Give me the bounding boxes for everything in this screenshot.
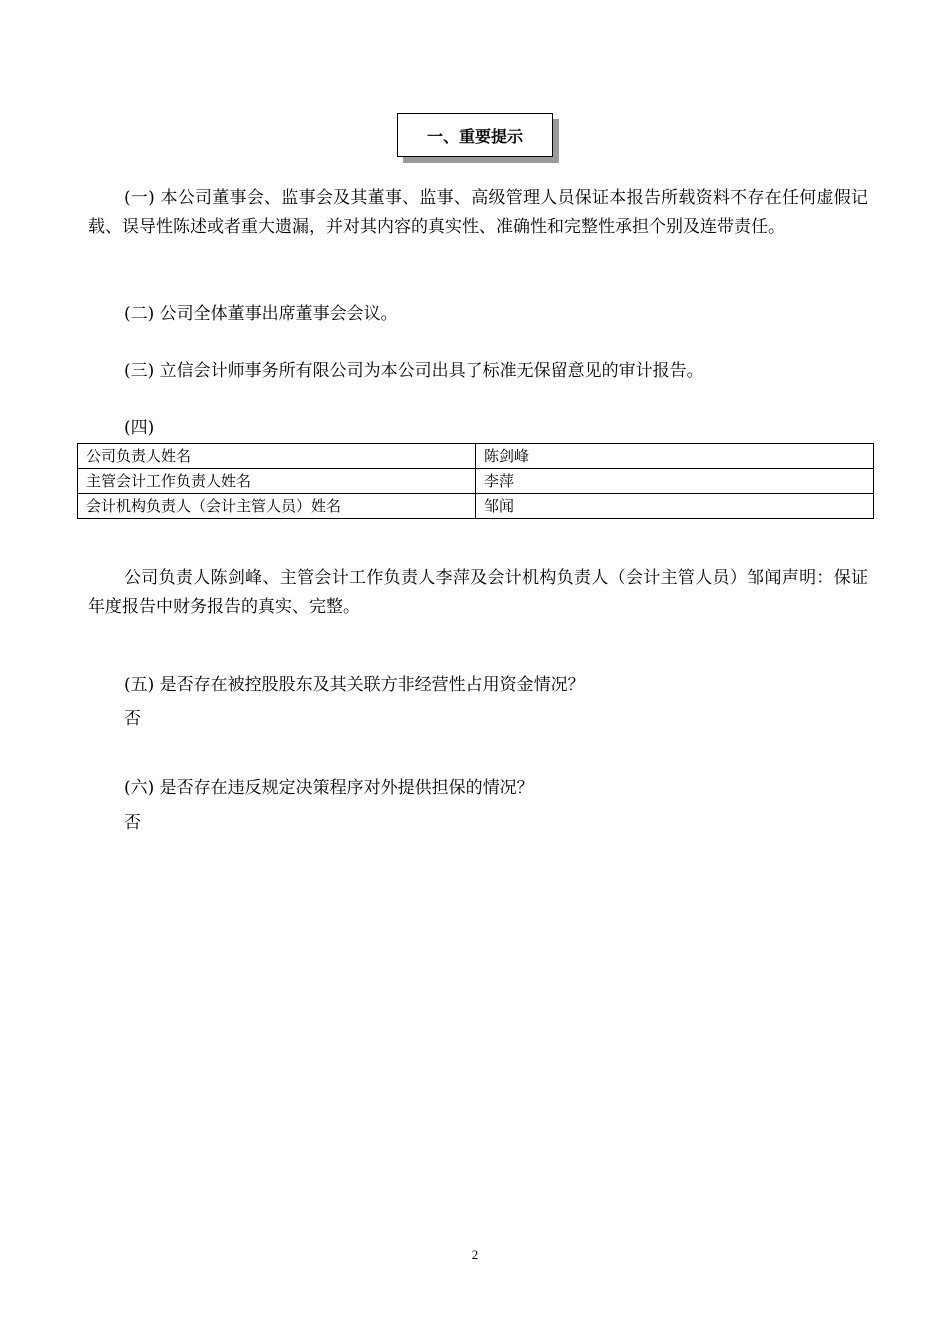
section-title-box (397, 113, 553, 157)
table-cell-label: 主管会计工作负责人姓名 (78, 469, 476, 494)
item-4-label: (四) (124, 418, 155, 438)
table-cell-value: 邹闻 (476, 494, 874, 519)
item-5-answer: 否 (124, 709, 141, 729)
table-row (78, 469, 874, 494)
page-number: 2 (471, 1247, 479, 1262)
table-row (78, 444, 874, 469)
item-6-answer: 否 (124, 813, 141, 833)
item-5-question: (五) 是否存在被控股股东及其关联方非经营性占用资金情况？ (124, 675, 585, 695)
item-6-question: (六) 是否存在违反规定决策程序对外提供担保的情况？ (124, 778, 534, 798)
table-cell-label: 公司负责人姓名 (78, 444, 476, 469)
statement-paragraph: 公司负责人陈剑峰、主管会计工作负责人李萍及会计机构负责人（会计主管人员）邹闻声明：保证年度报告中财务报告的真实、完整。 (88, 568, 868, 617)
responsible-persons-table (77, 443, 874, 519)
item-3-paragraph: (三) 立信会计师事务所有限公司为本公司出具了标准无保留意见的审计报告。 (124, 361, 704, 381)
item-2-paragraph: (二) 公司全体董事出席董事会会议。 (124, 304, 398, 324)
section-title: 一、重要提示 (426, 126, 523, 146)
table-cell-label: 会计机构负责人（会计主管人员）姓名 (78, 494, 476, 519)
item-1-paragraph: (一) 本公司董事会、监事会及其董事、监事、高级管理人员保证本报告所载资料不存在任何虚假记载、误导性陈述或者重大遗漏，并对其内容的真实性、准确性和完整性承担个别及连带责任。 (88, 188, 868, 237)
table-cell-value: 李萍 (476, 469, 874, 494)
table-row (78, 494, 874, 519)
table-cell-value: 陈剑峰 (476, 444, 874, 469)
